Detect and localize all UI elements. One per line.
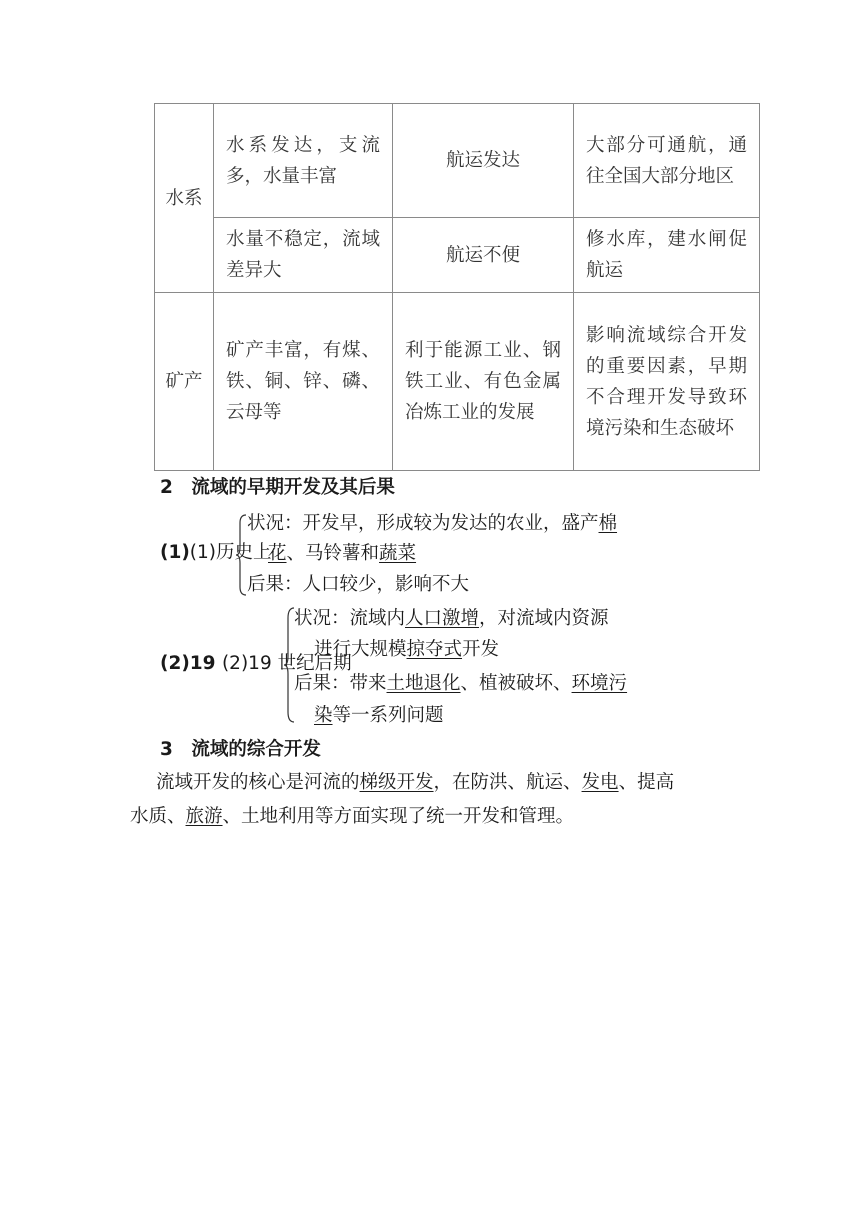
table-cell: 影响流域综合开发的重要因素，早期不合理开发导致环境污染和生态破坏 bbox=[574, 293, 760, 471]
underlined-term: 蔬菜 bbox=[379, 543, 417, 564]
underlined-term: 掠夺式 bbox=[406, 639, 463, 660]
underlined-term: 梯级开发 bbox=[359, 772, 434, 793]
section-2-heading: 2 流域的早期开发及其后果 bbox=[160, 477, 395, 498]
underlined-term: 棉 bbox=[598, 513, 618, 534]
table-row bbox=[155, 218, 760, 293]
underlined-term: 人口激增 bbox=[405, 608, 480, 629]
resource-table bbox=[154, 103, 760, 471]
table-row bbox=[155, 104, 760, 218]
late-result-line1: 后果：带来土地退化、植被破坏、环境污 bbox=[294, 673, 628, 694]
category-water: 水系 bbox=[155, 104, 214, 293]
table-cell: 水量不稳定，流域差异大 bbox=[214, 218, 393, 293]
underlined-term: 染 bbox=[314, 705, 333, 726]
history-status-line1: 状况：开发早，形成较为发达的农业，盛产棉 bbox=[247, 513, 618, 534]
history-status-line2: 花、马铃薯和蔬菜 bbox=[268, 543, 417, 564]
underlined-term: 发电 bbox=[581, 772, 619, 793]
table-row bbox=[155, 293, 760, 471]
late-19th-label: (2)19 (2)19 世纪后期 bbox=[160, 653, 352, 674]
late-status-line2: 进行大规模掠夺式开发 bbox=[314, 639, 500, 660]
table-cell: 水系发达，支流多，水量丰富 bbox=[214, 104, 393, 218]
late-19th-label-text: (2)19 世纪后期 bbox=[221, 653, 352, 674]
table-cell: 航运不便 bbox=[393, 218, 574, 293]
category-minerals: 矿产 bbox=[155, 293, 214, 471]
history-result: 后果：人口较少，影响不大 bbox=[247, 574, 470, 595]
table-cell: 航运发达 bbox=[393, 104, 574, 218]
table-cell: 矿产丰富，有煤、铁、铜、锌、磷、云母等 bbox=[214, 293, 393, 471]
late-status-line1: 状况：流域内人口激增，对流域内资源 bbox=[294, 608, 609, 629]
table-cell: 利于能源工业、钢铁工业、有色金属冶炼工业的发展 bbox=[393, 293, 574, 471]
section-3-line2: 水质、旅游、土地利用等方面实现了统一开发和管理。 bbox=[130, 806, 575, 827]
underlined-term: 花 bbox=[268, 543, 287, 564]
history-label: (1)(1)历史上 bbox=[160, 542, 272, 563]
underlined-term: 土地退化 bbox=[386, 673, 461, 694]
table-cell: 大部分可通航，通往全国大部分地区 bbox=[574, 104, 760, 218]
underlined-term: 旅游 bbox=[185, 806, 223, 827]
late-result-line2: 染等一系列问题 bbox=[314, 705, 444, 726]
section-3-heading: 3 流域的综合开发 bbox=[160, 739, 321, 760]
section-3-line1: 流域开发的核心是河流的梯级开发，在防洪、航运、发电、提高 bbox=[156, 772, 675, 793]
history-label-text: (1)历史上 bbox=[189, 542, 272, 563]
table-cell: 修水库，建水闸促航运 bbox=[574, 218, 760, 293]
underlined-term: 环境污 bbox=[571, 673, 628, 694]
